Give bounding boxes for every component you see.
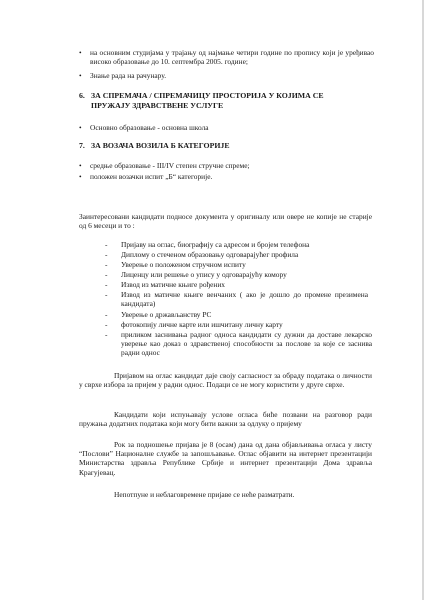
section-number: 6. — [79, 91, 85, 100]
list-dash: - — [105, 240, 108, 249]
document-item: Извод из матичне књиге венчаних ( ако је дошло до промене презимена кандидата) — [121, 290, 368, 309]
list-dash: - — [105, 280, 108, 289]
document-item: Уверење о положеном стручном испиту — [121, 260, 246, 269]
document-item: Диплому о стеченом образовању одговарајућег профила — [121, 250, 299, 259]
deadline-paragraph: Рок за подношење пријава је 8 (осам) дана од дана објављивања огласа у листу “Послови” Националне службе за запошљавање. Оглас објавити на интернет презентацији Министарства здравља Републике Србије и интернет презентацији Дома здравља Крагујевац. — [79, 440, 372, 477]
bullet-marker: • — [79, 172, 82, 181]
requirement-text: положен возачки испит „Б“ категорије. — [90, 172, 213, 181]
consent-paragraph: Пријавом на оглас кандидат даје своју сагласност за обраду података о личности у сврхе избора за пријем у радни однос. Подаци се не могу користити у друге сврхе. — [79, 371, 372, 390]
requirement-text: на основним студијама у трајању од најмање четири године по пропису који је уређивао високо образовање до 10. септембра 2005. године; — [90, 48, 374, 67]
requirement-text: Основно образовање - основна школа — [90, 123, 209, 132]
bullet-marker: • — [79, 123, 82, 132]
section-number: 7. — [79, 141, 85, 150]
closing-note: Непотпуне и неблаговремене пријаве се неће разматрати. — [114, 490, 295, 499]
list-dash: - — [105, 290, 108, 299]
document-item: приликом заснивања радног односа кандидати су дужни да доставе лекарско уверење као доказ о здравственој способности за послове за које се заснива радни однос — [121, 330, 372, 358]
list-dash: - — [105, 260, 108, 269]
list-dash: - — [105, 320, 108, 329]
requirement-text: Знање рада на рачунару. — [90, 71, 167, 80]
requirement-text: средње образовање - III/IV степен стручне спреме; — [90, 161, 250, 170]
document-item: Извод из матичне књиге рођених — [121, 280, 226, 289]
section-heading: ПРУЖАЈУ ЗДРАВСТВЕНЕ УСЛУГЕ — [91, 101, 224, 110]
document-item: Пријаву на оглас, биографију са адресом и бројем телефона — [121, 240, 310, 249]
list-dash: - — [105, 310, 108, 319]
document-item: Лиценцу или решење о упису у одговарајућу комору — [121, 270, 287, 279]
bullet-marker: • — [79, 71, 82, 80]
document-item: фотокопију личне карте или ишчитану личну карту — [121, 320, 283, 329]
list-dash: - — [105, 330, 108, 339]
section-heading: ЗА СПРЕМАЧА / СПРЕМАЧИЦУ ПРОСТОРИЈА У КОЈИМА СЕ — [91, 91, 324, 100]
bullet-marker: • — [79, 161, 82, 170]
list-dash: - — [105, 250, 108, 259]
list-dash: - — [105, 270, 108, 279]
document-item: Уверење о држављанству РС — [121, 310, 212, 319]
section-heading: ЗА ВОЗАЧА ВОЗИЛА Б КАТЕГОРИЈЕ — [91, 141, 230, 150]
interview-paragraph: Кандидати који испуњавају услове огласа биће позвани на разговор ради пружања додатних података који могу бити важни за одлуку о пријему — [79, 410, 372, 429]
documents-intro: Заинтересовани кандидати подносе документа у оригиналу или овере не копије не старије од 6 месеци и то : — [79, 212, 372, 231]
bullet-marker: • — [79, 48, 82, 57]
